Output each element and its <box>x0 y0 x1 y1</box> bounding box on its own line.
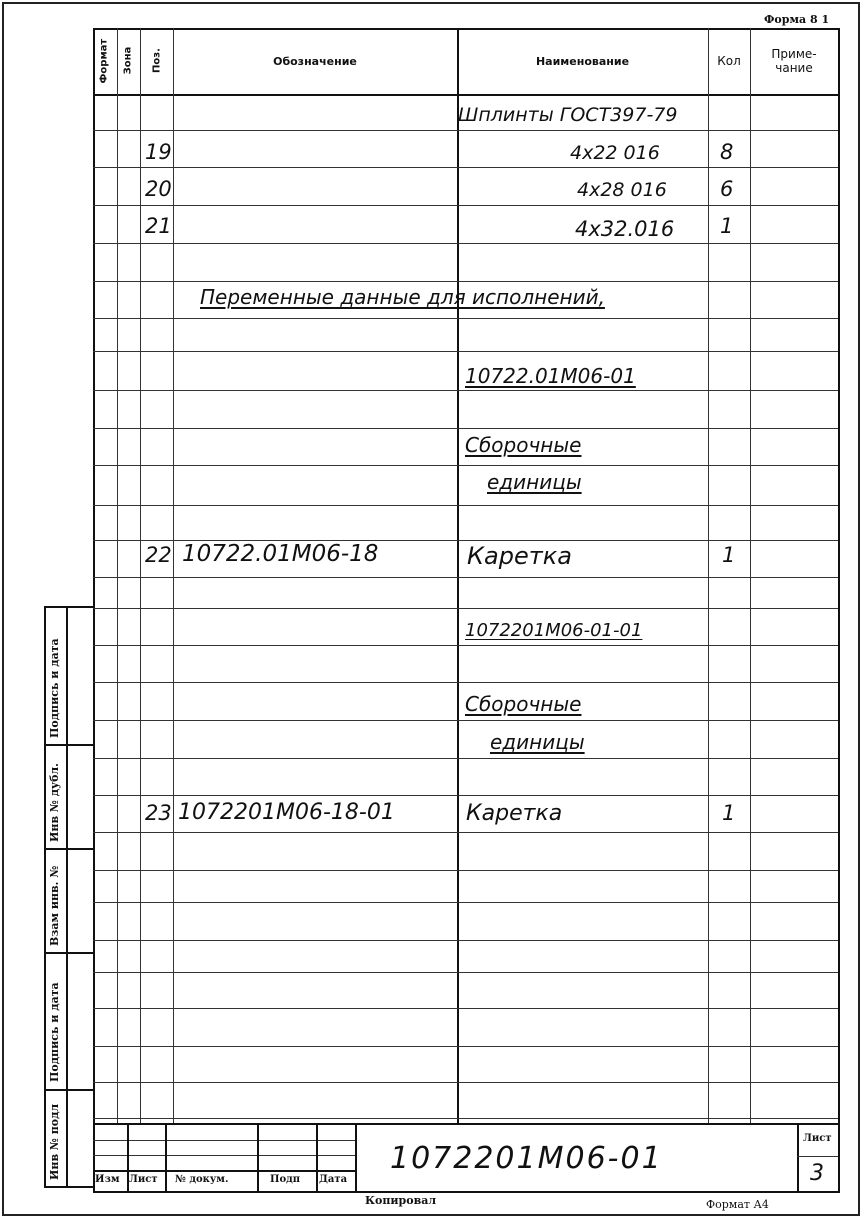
tb-col-podp <box>316 1123 318 1191</box>
header-format: Формат <box>98 38 110 84</box>
footer-format: Формат А4 <box>706 1198 769 1211</box>
side-sep-4 <box>44 1089 93 1091</box>
side-strip-bottom <box>44 1186 93 1188</box>
row-line <box>93 390 838 391</box>
row-line <box>93 577 838 578</box>
side-strip-right <box>66 606 68 1186</box>
row-line <box>93 130 838 131</box>
section-title: Переменные данные для исполнений, <box>200 285 605 309</box>
col-right-border <box>838 28 840 1193</box>
side-label-sign-date-bottom: Подпись и дата <box>48 982 61 1082</box>
side-strip-left <box>44 606 46 1186</box>
row-line <box>93 318 838 319</box>
row-3-pos: 20 <box>145 177 172 201</box>
header-note-line2: чание <box>775 61 813 75</box>
header-pos: Поз. <box>151 48 163 73</box>
row-3-qty: 6 <box>720 177 734 201</box>
row-3-name: 4x28 016 <box>577 179 667 201</box>
variant1-group-line1: Сборочные <box>465 433 582 457</box>
row-line <box>93 1082 838 1083</box>
row-line <box>93 940 838 941</box>
header-note-line1: Приме- <box>771 47 817 61</box>
variant2-item-pos: 23 <box>145 801 172 825</box>
row-line <box>93 505 838 506</box>
col-zone-border <box>140 28 141 1123</box>
side-label-inv-dubl: Инв № дубл. <box>48 763 61 842</box>
row-2-qty: 8 <box>720 140 734 164</box>
variant2-item-designation: 1072201M06-18-01 <box>178 800 395 825</box>
row-2-pos: 19 <box>145 140 172 164</box>
variant2-group-line1: Сборочные <box>465 692 582 716</box>
row-2-name: 4x22 016 <box>570 142 660 164</box>
row-line <box>93 1008 838 1009</box>
side-sep-1 <box>44 744 93 746</box>
tb-sheet-divider <box>797 1156 838 1157</box>
header-note <box>750 28 838 94</box>
header-zone: Зона <box>122 46 134 75</box>
variant1-item-designation: 10722.01M06-18 <box>182 541 379 567</box>
tb-col-list <box>165 1123 167 1191</box>
row-line <box>93 205 838 206</box>
row-line <box>93 758 838 759</box>
row-line <box>93 351 838 352</box>
col-format-border <box>117 28 118 1123</box>
col-pos-border <box>173 28 174 1123</box>
tb-label-izm: Изм <box>95 1174 120 1185</box>
row-line <box>93 1118 838 1119</box>
row-line <box>93 167 838 168</box>
row-line <box>93 682 838 683</box>
row-line <box>93 832 838 833</box>
row-4-pos: 21 <box>145 214 172 238</box>
row-line <box>93 1046 838 1047</box>
tb-label-podp: Подп <box>270 1174 301 1185</box>
variant1-group-line2: единицы <box>487 470 582 494</box>
tb-label-data: Дата <box>319 1174 348 1185</box>
row-line <box>93 428 838 429</box>
footer-copied: Копировал <box>365 1194 437 1207</box>
title-block-bottom <box>93 1191 838 1193</box>
row-line <box>93 608 838 609</box>
row-1-name: Шплинты ГОСТ397-79 <box>458 104 678 126</box>
header-bottom-border <box>93 94 838 96</box>
tb-document-code: 1072201M06-01 <box>390 1141 663 1176</box>
side-sep-3 <box>44 952 93 954</box>
row-line <box>93 972 838 973</box>
tb-col-data <box>355 1123 357 1191</box>
header-qty: Кол <box>717 54 741 68</box>
variant1-item-name: Каретка <box>467 542 572 570</box>
variant2-code: 1072201M06-01-01 <box>465 620 643 641</box>
tb-label-list: Лист <box>129 1174 158 1185</box>
tb-label-doc: № докум. <box>175 1174 229 1185</box>
col-left-border <box>93 28 95 1193</box>
col-name-border <box>708 28 709 1123</box>
row-line <box>93 870 838 871</box>
header-designation: Обозначение <box>273 54 357 68</box>
row-line <box>93 243 838 244</box>
side-label-inv-podl: Инв № подл <box>48 1103 61 1180</box>
variant2-group-line2: единицы <box>490 730 585 754</box>
variant1-code: 10722.01M06-01 <box>465 364 636 388</box>
row-4-name: 4x32.016 <box>575 217 675 241</box>
tb-col-doc <box>257 1123 259 1191</box>
tb-sheet-number: 3 <box>810 1161 824 1186</box>
form-label: Форма 8 1 <box>764 13 830 26</box>
side-label-vzam-inv: Взам инв. № <box>48 865 61 946</box>
variant2-item-qty: 1 <box>722 801 736 825</box>
col-designation-border <box>457 28 459 1123</box>
tb-col-sheet <box>797 1123 799 1191</box>
variant2-item-name: Каретка <box>466 801 563 826</box>
row-line <box>93 281 838 282</box>
variant1-item-qty: 1 <box>722 543 736 567</box>
tb-sheet-label: Лист <box>803 1133 832 1144</box>
row-4-qty: 1 <box>720 214 734 238</box>
row-line <box>93 465 838 466</box>
col-qty-border <box>750 28 751 1123</box>
row-line <box>93 645 838 646</box>
variant1-item-pos: 22 <box>145 543 172 567</box>
side-label-sign-date-top: Подпись и дата <box>48 638 61 738</box>
header-name: Наименование <box>535 54 630 68</box>
row-line <box>93 720 838 721</box>
side-sep-2 <box>44 848 93 850</box>
side-strip-top <box>44 606 93 608</box>
title-block-top <box>93 1123 838 1125</box>
row-line <box>93 795 838 796</box>
row-line <box>93 902 838 903</box>
